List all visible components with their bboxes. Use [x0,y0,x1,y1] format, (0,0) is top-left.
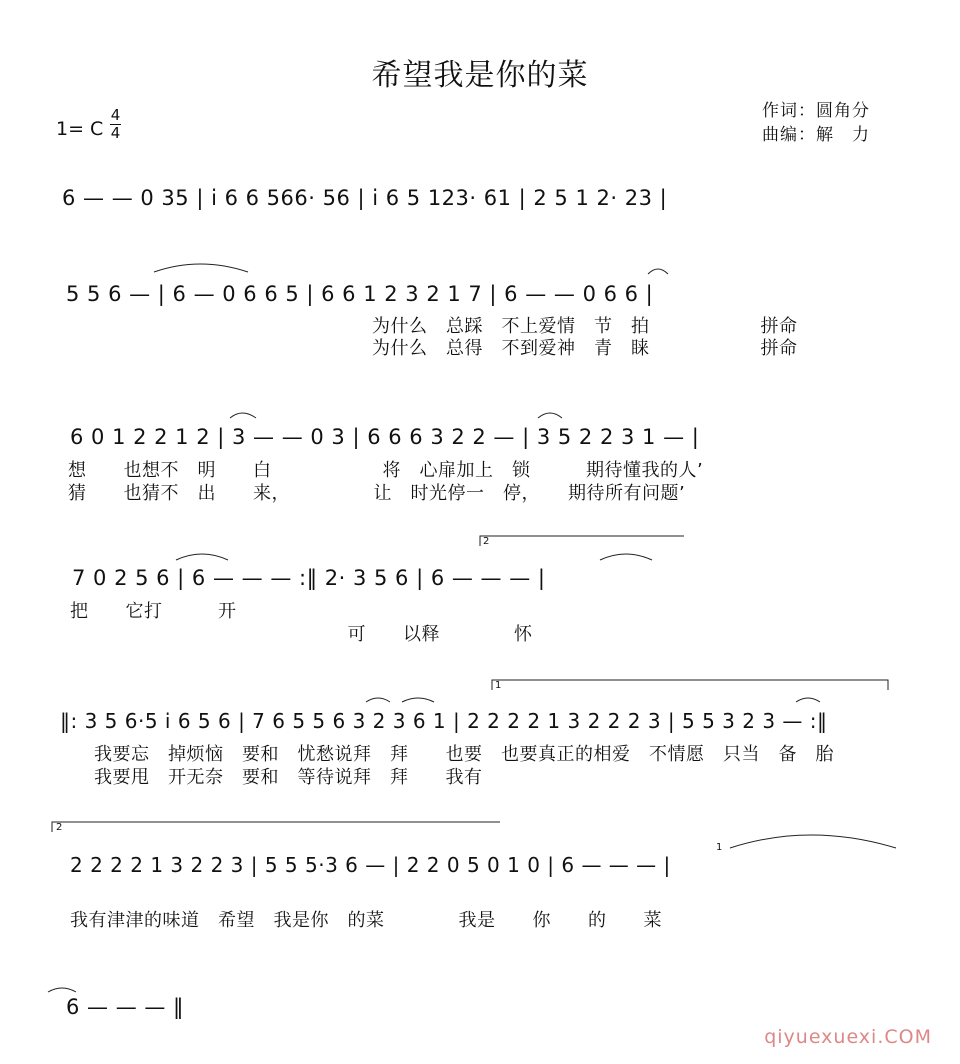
score-row-4-lyrics-2: 可 以释 怀 [70,624,533,645]
score-row-3-lyrics-2: 猜 也猜不 出 来， 让 时光停一 停， 期待所有问题’ [68,483,686,504]
score-row-3-lyrics-1: 想 也想不 明 白 将 心扉加上 锁 期待懂我的人’ [68,460,704,481]
tie-row4-b [600,554,652,560]
tie-row5-c [796,698,820,702]
tie-row6-long [730,835,896,848]
tie-row4-a [176,554,228,560]
lyricist-credit: 作词：圆角分 [762,101,870,121]
score-row-2-notes: 5 5 6 — | 6 — 0 6 6 5 | 6 6 1 2 3 2 1 7 | 6 — — 0 6 6 | [66,282,654,306]
time-sig-numerator: 4 [110,106,121,124]
score-row-5-lyrics-1: 我要忘 掉烦恼 要和 忧愁说拜 拜 也要 也要真正的相爱 不情愿 只当 备 胎 [94,744,834,765]
score-row-6-notes: 2 2 2 2 1 3 2 2 3 | 5 5 5·3 6 — | 2 2 0 5 0 1 0 | 6 — — — | [70,853,671,877]
volta-2-label-b: 2 [56,822,63,833]
tie-row3-a [230,413,256,418]
score-row-2-lyrics-1: 为什么 总踩 不上爱情 节 拍 拼命 [372,316,798,337]
site-watermark: qiyuexuexi.COM [764,1026,932,1048]
volta-bracket-2b [52,822,500,832]
score-row-5-notes: ‖: 3 5 6·5 i 6 5 6 | 7 6 5 5 6 3 2 3 6 1 | 2 2 2 2 1 3 2 2 2 3 | 5 5 3 2 3 — :‖ [60,709,828,733]
tie-row2 [154,264,248,272]
score-row-3-notes: 6 0 1 2 2 1 2 | 3 — — 0 3 | 6 6 6 3 2 2 — | 3 5 2 2 3 1 — | [70,425,700,449]
score-row-1-notes: 6 — — 0 35 | i 6 6 566· 56 | i 6 5 123· 61 | 2 5 1 2· 23 | [62,186,668,210]
tie-row3-b [538,413,562,418]
score-row-7-notes: 6 — — — ‖ [66,995,185,1019]
key-label: 1= C [56,118,104,140]
tie-row5-a [366,698,390,702]
tie-row7 [48,988,76,992]
score-row-6-lyrics: 我有津津的味道 希望 我是你 的菜 我是 你 的 菜 [70,910,662,931]
time-sig-denominator: 4 [110,124,121,142]
score-row-4-notes: 7 0 2 5 6 | 6 — — — :‖ 2· 3 5 6 | 6 — — — | [72,566,546,590]
volta-bracket-2a [480,536,684,546]
volta-2-label-a: 2 [483,536,490,547]
composer-credit: 曲编：解 力 [762,125,870,145]
tie-row5-b [402,698,434,702]
score-row-5-lyrics-2: 我要甩 开无奈 要和 等待说拜 拜 我有 [94,767,483,788]
score-row-4-lyrics-1: 把 它打 开 [70,601,237,622]
volta-1-label: 1 [495,680,502,691]
song-title: 希望我是你的菜 [371,58,589,93]
tie-row2-b [648,269,668,274]
breath-mark: 1 [716,842,723,853]
volta-bracket-1 [492,680,888,690]
score-row-2-lyrics-2: 为什么 总得 不到爱神 青 睐 拼命 [372,338,798,359]
